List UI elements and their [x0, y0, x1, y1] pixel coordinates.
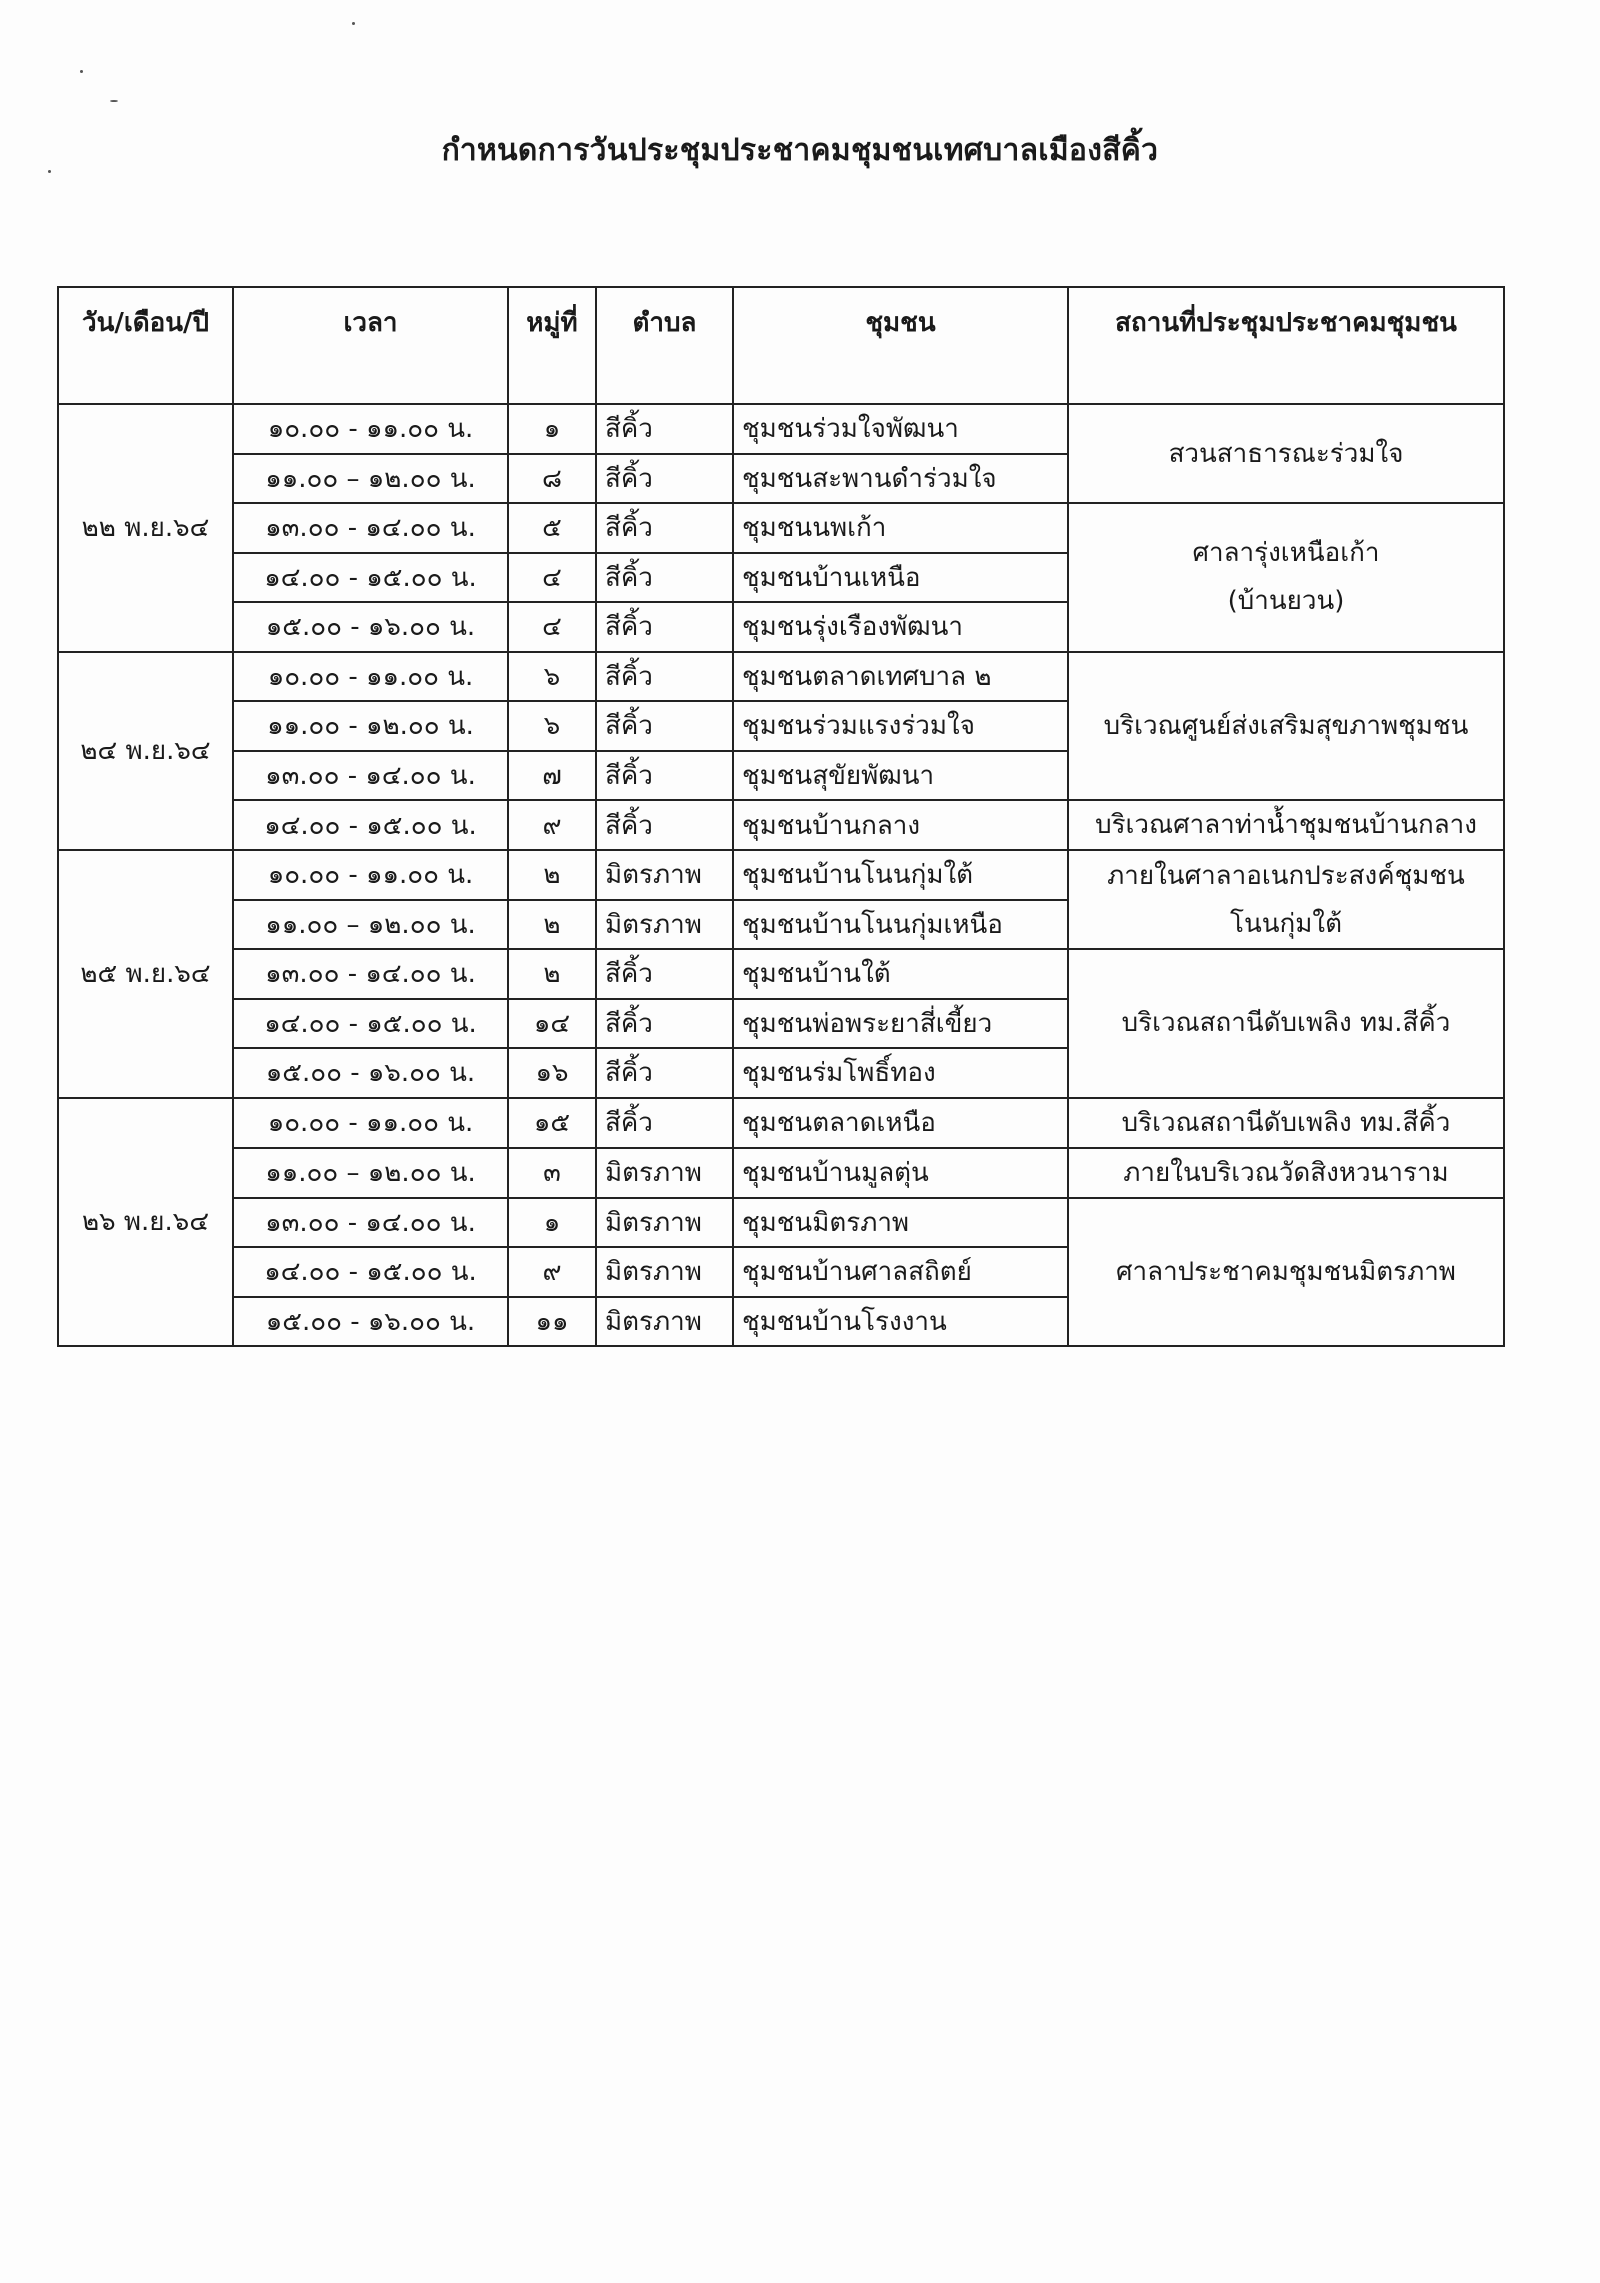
time-cell: ๑๓.๐๐ - ๑๔.๐๐ น. [233, 751, 508, 801]
time-cell: ๑๑.๐๐ – ๑๒.๐๐ น. [233, 1148, 508, 1198]
table-row [58, 850, 1504, 900]
community-cell: ชุมชนมิตรภาพ [733, 1198, 1068, 1248]
time-cell: ๑๕.๐๐ - ๑๖.๐๐ น. [233, 1297, 508, 1347]
venue-line: บริเวณศูนย์ส่งเสริมสุขภาพชุมชน [1103, 710, 1469, 741]
community-cell: ชุมชนบ้านโนนกุ่มใต้ [733, 850, 1068, 900]
tambon-cell: สีคิ้ว [596, 949, 733, 999]
venue-cell [1068, 1098, 1504, 1148]
tambon-cell: สีคิ้ว [596, 404, 733, 454]
table-row [58, 652, 1504, 702]
scan-speck [110, 100, 118, 102]
moo-cell: ๑๕ [508, 1098, 596, 1148]
venue-line: โนนกุ่มใต้ [1230, 908, 1342, 939]
moo-cell: ๙ [508, 1247, 596, 1297]
moo-cell: ๑ [508, 1198, 596, 1248]
table-row [58, 1098, 1504, 1148]
time-cell: ๑๐.๐๐ - ๑๑.๐๐ น. [233, 1098, 508, 1148]
tambon-cell: สีคิ้ว [596, 751, 733, 801]
date-cell: ๒๒ พ.ย.๖๔ [58, 404, 233, 652]
table-row [58, 404, 1504, 454]
date-cell: ๒๕ พ.ย.๖๔ [58, 850, 233, 1098]
page-title: กำหนดการวันประชุมประชาคมชุมชนเทศบาลเมืองสีคิ้ว [441, 133, 1159, 168]
community-cell: ชุมชนบ้านกลาง [733, 800, 1068, 850]
schedule-body [58, 404, 1504, 1346]
venue-line: (บ้านยวน) [1227, 586, 1345, 617]
tambon-cell: มิตรภาพ [596, 900, 733, 950]
table-row [58, 949, 1504, 999]
tambon-cell: สีคิ้ว [596, 701, 733, 751]
moo-cell: ๔ [508, 553, 596, 603]
venue-cell [1068, 1148, 1504, 1198]
moo-cell: ๗ [508, 751, 596, 801]
time-cell: ๑๑.๐๐ - ๑๒.๐๐ น. [233, 701, 508, 751]
header-moo: หมู่ที่ [508, 287, 596, 404]
venue-cell [1068, 850, 1504, 949]
community-cell: ชุมชนสุขัยพัฒนา [733, 751, 1068, 801]
tambon-cell: สีคิ้ว [596, 1098, 733, 1148]
community-cell: ชุมชนนพเก้า [733, 503, 1068, 553]
venue-cell [1068, 652, 1504, 801]
community-cell: ชุมชนพ่อพระยาสี่เขี้ยว [733, 999, 1068, 1049]
community-cell: ชุมชนบ้านศาลสถิตย์ [733, 1247, 1068, 1297]
header-time: เวลา [233, 287, 508, 404]
venue-cell [1068, 949, 1504, 1098]
venue-line: ศาลารุ่งเหนือเก้า [1192, 538, 1380, 569]
venue-line: บริเวณศาลาท่าน้ำชุมชนบ้านกลาง [1095, 810, 1477, 840]
header-tambon: ตำบล [596, 287, 733, 404]
tambon-cell: มิตรภาพ [596, 1297, 733, 1347]
tambon-cell: สีคิ้ว [596, 652, 733, 702]
moo-cell: ๖ [508, 652, 596, 702]
moo-cell: ๘ [508, 454, 596, 504]
time-cell: ๑๑.๐๐ – ๑๒.๐๐ น. [233, 900, 508, 950]
venue-cell [1068, 503, 1504, 652]
tambon-cell: มิตรภาพ [596, 850, 733, 900]
moo-cell: ๓ [508, 1148, 596, 1198]
venue-cell [1068, 404, 1504, 503]
tambon-cell: สีคิ้ว [596, 602, 733, 652]
time-cell: ๑๐.๐๐ - ๑๑.๐๐ น. [233, 652, 508, 702]
tambon-cell: สีคิ้ว [596, 1048, 733, 1098]
moo-cell: ๑๑ [508, 1297, 596, 1347]
scan-speck [80, 70, 83, 73]
time-cell: ๑๑.๐๐ – ๑๒.๐๐ น. [233, 454, 508, 504]
community-cell: ชุมชนบ้านเหนือ [733, 553, 1068, 603]
date-cell: ๒๔ พ.ย.๖๔ [58, 652, 233, 851]
time-cell: ๑๕.๐๐ - ๑๖.๐๐ น. [233, 602, 508, 652]
community-cell: ชุมชนตลาดเหนือ [733, 1098, 1068, 1148]
community-cell: ชุมชนบ้านโรงงาน [733, 1297, 1068, 1347]
venue-line: ภายในศาลาอเนกประสงค์ชุมชน [1107, 860, 1465, 891]
moo-cell: ๕ [508, 503, 596, 553]
venue-line: ภายในบริเวณวัดสิงหวนาราม [1123, 1157, 1449, 1188]
schedule-table [57, 286, 1505, 1347]
venue-line: บริเวณสถานีดับเพลิง ทม.สีคิ้ว [1121, 1008, 1451, 1039]
tambon-cell: มิตรภาพ [596, 1198, 733, 1248]
moo-cell: ๔ [508, 602, 596, 652]
tambon-cell: สีคิ้ว [596, 454, 733, 504]
tambon-cell: สีคิ้ว [596, 553, 733, 603]
time-cell: ๑๔.๐๐ - ๑๕.๐๐ น. [233, 800, 508, 850]
time-cell: ๑๓.๐๐ - ๑๔.๐๐ น. [233, 503, 508, 553]
community-cell: ชุมชนร่มโพธิ์ทอง [733, 1048, 1068, 1098]
date-cell: ๒๖ พ.ย.๖๔ [58, 1098, 233, 1347]
tambon-cell: มิตรภาพ [596, 1247, 733, 1297]
community-cell: ชุมชนบ้านโนนกุ่มเหนือ [733, 900, 1068, 950]
moo-cell: ๖ [508, 701, 596, 751]
moo-cell: ๒ [508, 949, 596, 999]
community-cell: ชุมชนร่วมแรงร่วมใจ [733, 701, 1068, 751]
moo-cell: ๒ [508, 900, 596, 950]
moo-cell: ๑๔ [508, 999, 596, 1049]
venue-line: บริเวณสถานีดับเพลิง ทม.สีคิ้ว [1121, 1107, 1451, 1138]
community-cell: ชุมชนร่วมใจพัฒนา [733, 404, 1068, 454]
moo-cell: ๒ [508, 850, 596, 900]
time-cell: ๑๔.๐๐ - ๑๕.๐๐ น. [233, 1247, 508, 1297]
tambon-cell: สีคิ้ว [596, 999, 733, 1049]
header-community: ชุมชน [733, 287, 1068, 404]
tambon-cell: สีคิ้ว [596, 503, 733, 553]
tambon-cell: มิตรภาพ [596, 1148, 733, 1198]
time-cell: ๑๔.๐๐ - ๑๕.๐๐ น. [233, 553, 508, 603]
tambon-cell: สีคิ้ว [596, 800, 733, 850]
community-cell: ชุมชนบ้านใต้ [733, 949, 1068, 999]
header-date: วัน/เดือน/ปี [58, 287, 233, 404]
scan-speck [352, 22, 355, 25]
header-venue: สถานที่ประชุมประชาคมชุมชน [1068, 287, 1504, 404]
table-row [58, 503, 1504, 553]
time-cell: ๑๔.๐๐ - ๑๕.๐๐ น. [233, 999, 508, 1049]
venue-cell [1068, 1198, 1504, 1347]
community-cell: ชุมชนสะพานดำร่วมใจ [733, 454, 1068, 504]
moo-cell: ๑๖ [508, 1048, 596, 1098]
community-cell: ชุมชนบ้านมูลตุ่น [733, 1148, 1068, 1198]
table-row [58, 1148, 1504, 1198]
table-row [58, 800, 1504, 850]
table-row [58, 1198, 1504, 1248]
time-cell: ๑๓.๐๐ - ๑๔.๐๐ น. [233, 1198, 508, 1248]
time-cell: ๑๓.๐๐ - ๑๔.๐๐ น. [233, 949, 508, 999]
time-cell: ๑๐.๐๐ - ๑๑.๐๐ น. [233, 850, 508, 900]
community-cell: ชุมชนตลาดเทศบาล ๒ [733, 652, 1068, 702]
moo-cell: ๙ [508, 800, 596, 850]
moo-cell: ๑ [508, 404, 596, 454]
venue-cell [1068, 800, 1504, 850]
time-cell: ๑๕.๐๐ - ๑๖.๐๐ น. [233, 1048, 508, 1098]
header-row [58, 287, 1504, 404]
time-cell: ๑๐.๐๐ - ๑๑.๐๐ น. [233, 404, 508, 454]
venue-line: สวนสาธารณะร่วมใจ [1168, 438, 1404, 469]
venue-line: ศาลาประชาคมชุมชนมิตรภาพ [1116, 1256, 1456, 1287]
community-cell: ชุมชนรุ่งเรืองพัฒนา [733, 602, 1068, 652]
